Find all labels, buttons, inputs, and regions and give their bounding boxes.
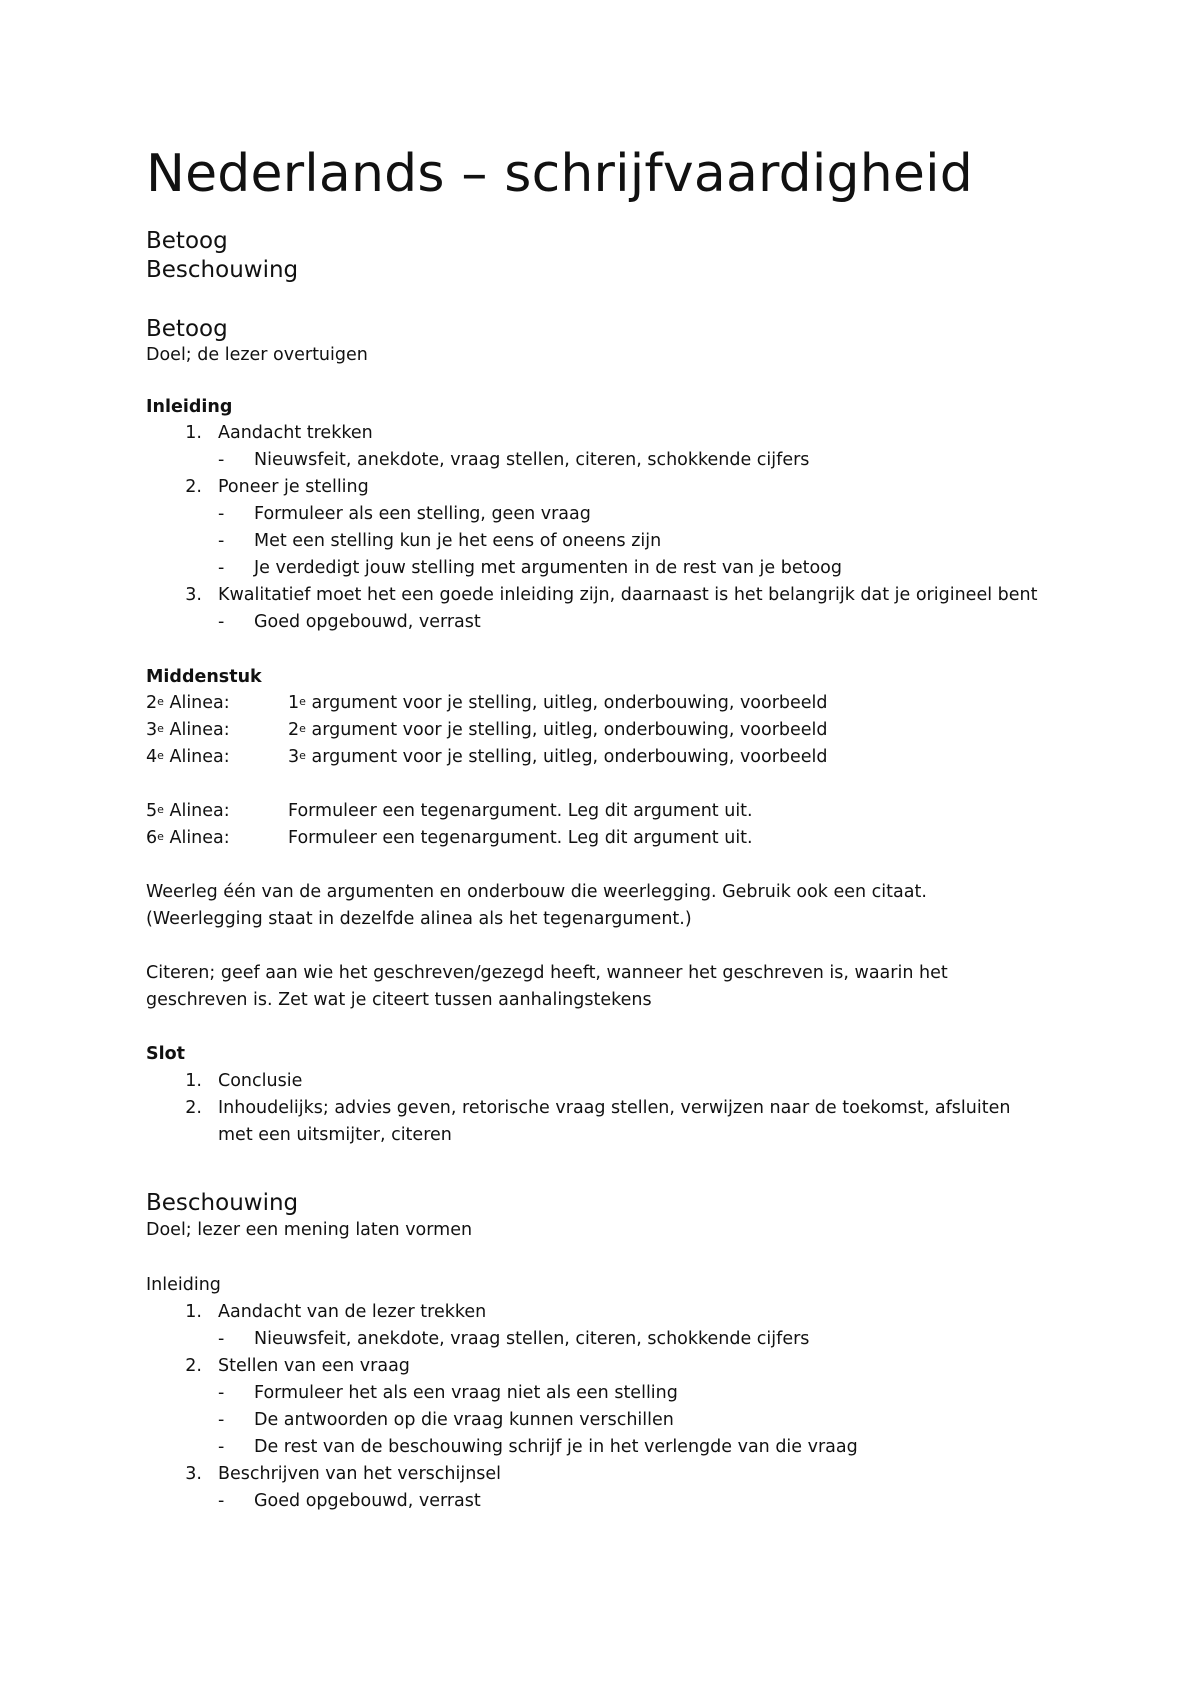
toc-item: Beschouwing [146,257,299,283]
goal-text: Doel; lezer een mening laten vormen [146,1220,473,1240]
paragraph-text: Citeren; geef aan wie het geschreven/gezegd heeft, wanneer het geschreven is, waarin het [146,963,948,983]
subheading-inleiding: Inleiding [146,1275,221,1295]
section-heading-betoog: Betoog [146,316,228,342]
goal-text: Doel; de lezer overtuigen [146,345,368,365]
paragraph-text: Weerleg één van de argumenten en onderbouw die weerlegging. Gebruik ook een citaat. [146,882,927,902]
paragraph-text: geschreven is. Zet wat je citeert tussen aanhalingstekens [146,990,652,1010]
subheading-slot: Slot [146,1044,185,1064]
subheading-inleiding: Inleiding [146,397,233,417]
toc-item: Betoog [146,228,228,254]
paragraph-text: (Weerlegging staat in dezelfde alinea als het tegenargument.) [146,909,692,929]
section-heading-beschouwing: Beschouwing [146,1190,299,1216]
subheading-middenstuk: Middenstuk [146,667,262,687]
document-title: Nederlands – schrijfvaardigheid [146,144,973,204]
table-of-contents [146,227,298,285]
